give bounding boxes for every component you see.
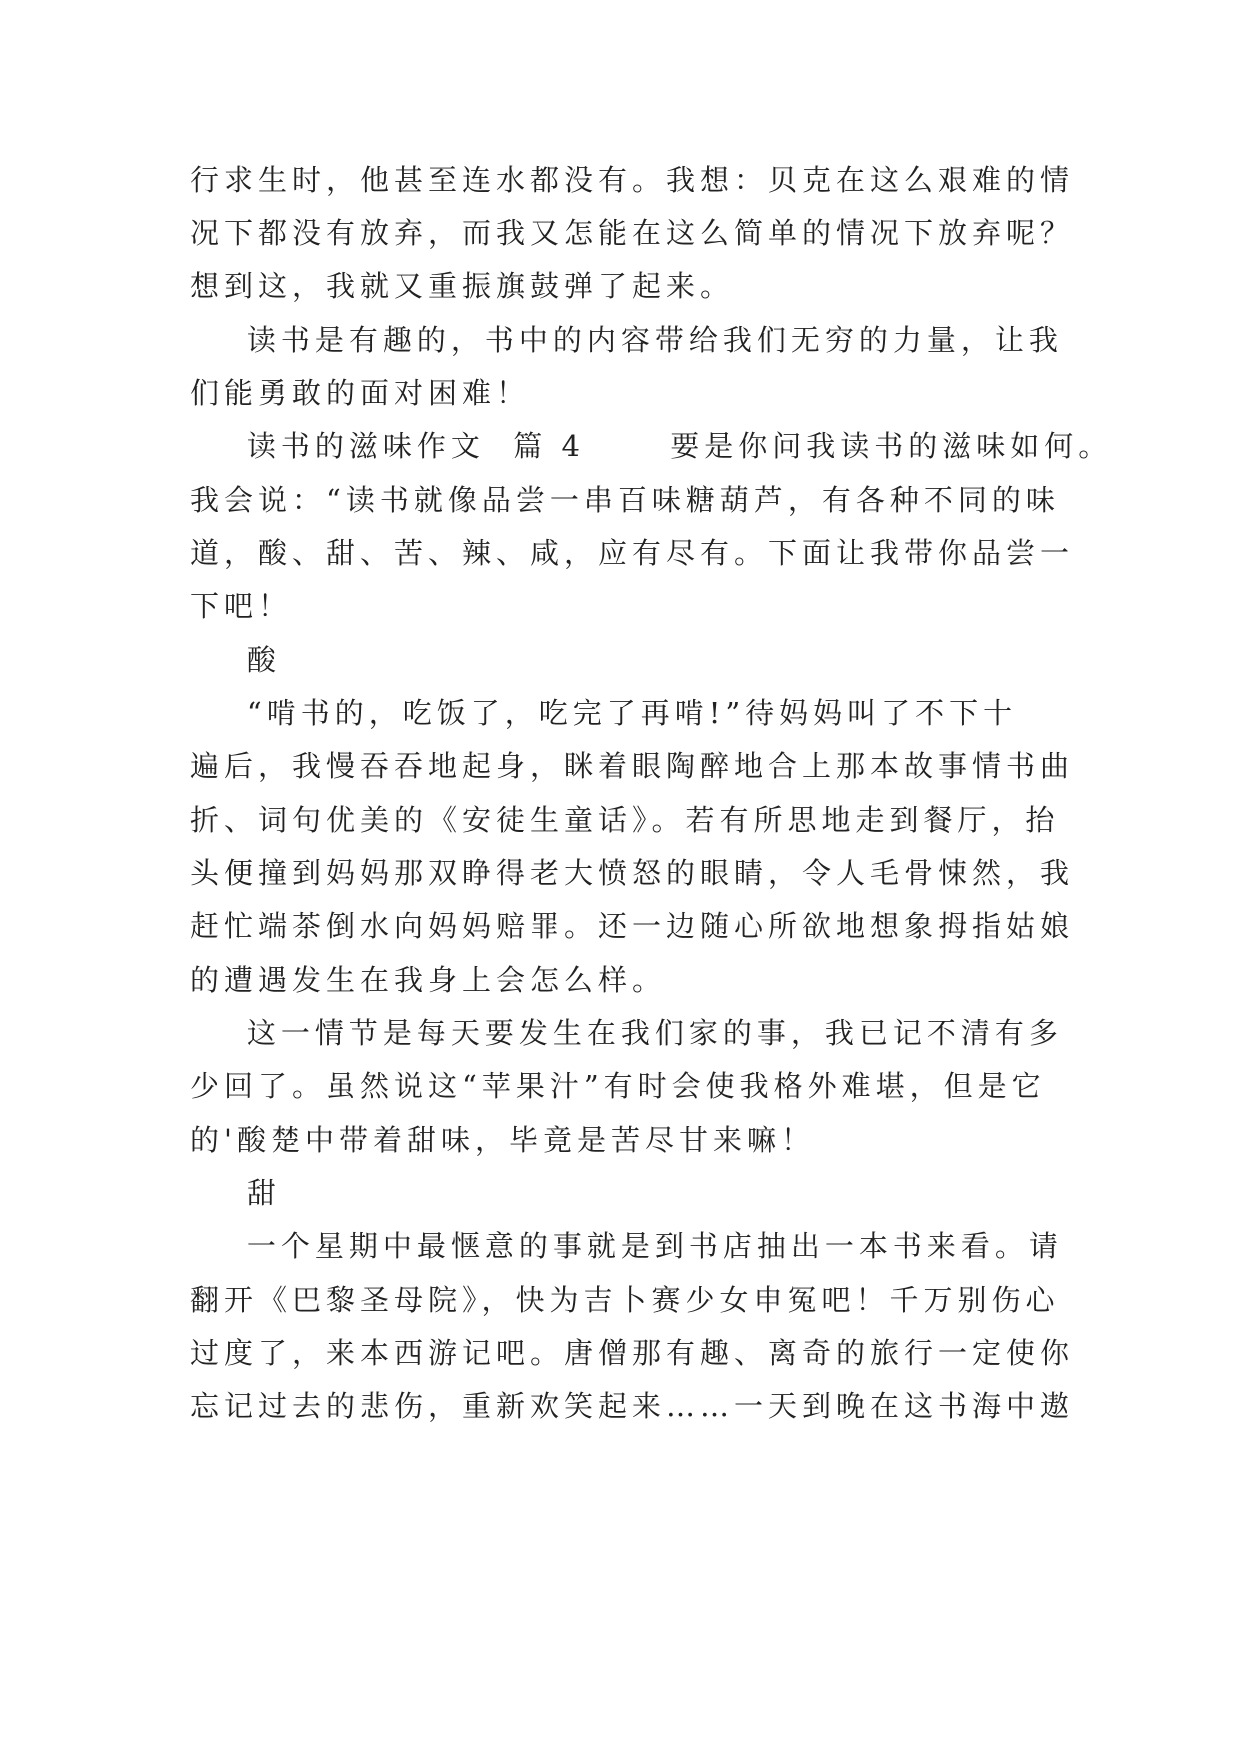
- text-line: 的遭遇发生在我身上会怎么样。: [190, 963, 667, 997]
- text-line: 道，酸、甜、苦、辣、咸，应有尽有。下面让我带你品尝一: [190, 536, 1075, 570]
- text-line: 下吧！: [190, 589, 293, 623]
- subheading-sour: 酸: [190, 643, 281, 677]
- text-line: 想到这，我就又重振旗鼓弹了起来。: [190, 269, 735, 303]
- text-line: 头便撞到妈妈那双睁得老大愤怒的眼睛，令人毛骨悚然，我: [190, 856, 1075, 890]
- text-line: 行求生时，他甚至连水都没有。我想：贝克在这么艰难的情: [190, 163, 1075, 197]
- text-line: 折、词句优美的《安徒生童话》。若有所思地走到餐厅，抬: [190, 803, 1060, 837]
- text-line: 少回了。虽然说这“苹果汁”有时会使我格外难堪，但是它: [190, 1069, 1046, 1103]
- text-line: 一个星期中最惬意的事就是到书店抽出一本书来看。请: [190, 1229, 1063, 1263]
- text-line: 读书是有趣的，书中的内容带给我们无穷的力量，让我: [190, 323, 1063, 357]
- text-line: 过度了，来本西游记吧。唐僧那有趣、离奇的旅行一定使你: [190, 1336, 1075, 1370]
- text-line: 这一情节是每天要发生在我们家的事，我已记不清有多: [190, 1016, 1063, 1050]
- text-line: 们能勇敢的面对困难！: [190, 376, 531, 410]
- text-line: 的'酸楚中带着甜味，毕竟是苦尽甘来嘛！: [190, 1123, 815, 1157]
- text-line: 忘记过去的悲伤，重新欢笑起来……一天到晚在这书海中遨: [190, 1389, 1075, 1423]
- text-line: 翻开《巴黎圣母院》，快为吉卜赛少女申冤吧！千万别伤心: [190, 1283, 1060, 1317]
- text-line: 况下都没有放弃，而我又怎能在这么简单的情况下放弃呢？: [190, 216, 1075, 250]
- text-line: 赶忙端茶倒水向妈妈赔罪。还一边随心所欲地想象拇指姑娘: [190, 909, 1075, 943]
- text-line: “啃书的，吃饭了，吃完了再啃!”待妈妈叫了不下十: [190, 696, 1018, 730]
- subheading-sweet: 甜: [190, 1176, 281, 1210]
- section-heading-line: 读书的滋味作文 篇 4 要是你问我读书的滋味如何。: [190, 429, 1113, 463]
- text-line: 遍后，我慢吞吞地起身，眯着眼陶醉地合上那本故事情书曲: [190, 749, 1075, 783]
- text-line: 我会说：“读书就像品尝一串百味糖葫芦，有各种不同的味: [190, 483, 1060, 517]
